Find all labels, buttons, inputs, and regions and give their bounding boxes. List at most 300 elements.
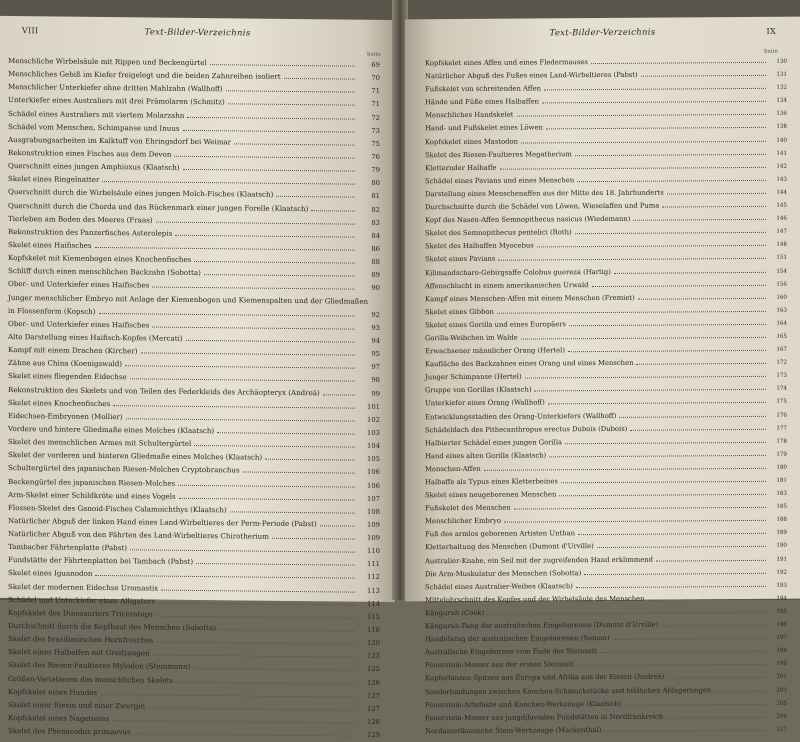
entry-page: 116 [358, 624, 380, 637]
entry-title: Kaufläche des Backzahnes eines Orang und eines Menschen [425, 357, 633, 372]
dot-leader [126, 411, 355, 421]
entry-title: Kopfskelet mit Kiemenbogen eines Knochenfisches [8, 251, 191, 266]
dot-leader [537, 238, 766, 248]
entry-page: 196 [769, 619, 787, 632]
entry-page: 198 [769, 645, 787, 658]
entry-page: 138 [769, 121, 787, 134]
entry-page: 73 [358, 124, 380, 137]
dot-leader [546, 120, 766, 130]
dot-leader [534, 382, 766, 392]
list-item [425, 722, 787, 738]
entry-page: 82 [358, 203, 380, 216]
entry-page: 195 [769, 606, 787, 619]
entry-title: Natürlicher Abguß der linken Hand eines Land-Wirbeltieres der Perm-Periode (Pabst) [8, 514, 317, 530]
entry-title: Schliff durch einen menschlichen Backzahn (Sobotta) [8, 264, 201, 279]
entry-title: Mittelohrschnitt des Kopfes und der Wirbelsäule des Menschen [425, 593, 645, 608]
entry-page: 79 [358, 164, 380, 177]
dot-leader [102, 174, 355, 185]
entry-page: 72 [358, 111, 380, 124]
entry-title: Schädeldach des Pithecanthropus erectus Dubois (Dubois) [425, 422, 627, 437]
entry-title: Hand- und Fußskelet eines Löwen [425, 122, 543, 136]
entry-title: Menschliche Wirbelsäule mit Rippen und Beckengürtel [8, 54, 207, 69]
entry-title: Feuerstein-Messer aus der ersten Steinzeit [425, 659, 574, 673]
dot-leader [624, 696, 766, 705]
entry-title: Kletterhaltung des Menschen (Dumont d'Urville) [425, 541, 594, 555]
entry-page: 111 [358, 558, 380, 571]
dot-leader [548, 395, 766, 405]
dot-leader [597, 539, 766, 548]
dot-leader [130, 372, 355, 382]
dot-leader [504, 513, 766, 523]
entry-title: Menschlicher Unterkiefer ohne dritten Mahlzahn (Wallhoff) [8, 80, 223, 95]
dot-leader [148, 700, 355, 710]
entry-page: 104 [358, 440, 380, 453]
dot-leader [661, 618, 766, 627]
entry-title: Alte Darstellung eines Haifisch-Kopfes (Mercati) [8, 330, 183, 345]
entry-page: 173 [769, 370, 787, 383]
dot-leader [152, 280, 355, 290]
dot-leader [521, 133, 766, 143]
dot-leader [630, 421, 766, 430]
dot-leader [156, 214, 355, 224]
dot-leader [217, 425, 355, 434]
dot-leader [187, 109, 355, 119]
dot-leader [176, 674, 355, 684]
entry-title: Sonderbindungen zwischen Knochen-Schmuckstücke und bildlichen Ablagerungen [425, 684, 711, 699]
dot-leader [320, 518, 355, 526]
entry-title: Feuerstein-Messer aus jungdiluvialen Fundstätten in Nordfrankreich [425, 710, 663, 725]
dot-leader [577, 657, 766, 666]
entry-page: 88 [358, 256, 380, 269]
entry-title: Menschliches Handskelet [425, 109, 514, 123]
entry-page: 156 [769, 278, 787, 291]
entry-page: 106 [358, 479, 380, 492]
entry-page: 189 [769, 527, 787, 540]
entry-page: 105 [358, 453, 380, 466]
entry-title: Skelet des Semnopithecus pentelici (Roth) [425, 226, 572, 240]
entry-page: 140 [769, 134, 787, 147]
left-page [0, 16, 395, 602]
entry-title: Kopfskelet des Dinosauriers Triceratops [8, 606, 153, 621]
dot-leader [204, 267, 355, 277]
entry-title: Natürlicher Abguß des Fußes eines Land-Wirbeltieres (Pabst) [425, 69, 638, 84]
entry-title: Eidechsen-Embryonen (Mollier) [8, 409, 123, 423]
entry-title: Beckengürtel des japanischen Riesen-Molches [8, 475, 175, 490]
dot-leader [226, 84, 355, 93]
entry-title: Gruppe von Gorillas (Klaatsch) [425, 384, 531, 398]
entry-title: Australische Eingeborene vom Ende der Steinzeit [425, 645, 597, 659]
dot-leader [125, 358, 355, 368]
entry-page: 148 [769, 239, 787, 252]
entry-page: 125 [358, 663, 380, 676]
entry-title: Gorilla-Weibchen im Walde [425, 332, 518, 346]
entry-title: Schädel eines Australier-Weibes (Klaatsch) [425, 580, 573, 594]
entry-title: Kopfskelet eines Hundes [8, 685, 97, 699]
dot-leader [152, 319, 355, 329]
entry-title: Skelet eines Ringelnatter [8, 172, 99, 186]
entry-title: Schädel eines Australiers mit viertem Molarzahn [8, 107, 184, 122]
dot-leader [578, 526, 766, 535]
entry-page: 164 [769, 318, 787, 331]
dot-leader [210, 57, 355, 67]
entry-title: Junger Schimpanse (Hertel) [425, 371, 522, 385]
left-running-head [0, 26, 395, 44]
entry-page: 108 [358, 505, 380, 518]
entry-title: Vordere und hintere Gliedmaße eines Molches (Klaatsch) [8, 422, 214, 437]
entry-title: Känguruh (Cook) [425, 607, 484, 621]
entry-title: Kopfskelet eines Mastodon [425, 135, 518, 149]
entry-title: Flossen-Skelet des Ganoid-Fisches Calamoichthys (Klaatsch) [8, 501, 227, 516]
entry-page: 179 [769, 449, 787, 462]
dot-leader [584, 566, 766, 575]
entry-page: 84 [358, 230, 380, 243]
dot-leader [619, 408, 766, 417]
entry-page: 71 [358, 85, 380, 98]
left-running-title: Text-Bilder-Verzeichnis [0, 26, 395, 40]
dot-leader [134, 727, 355, 737]
entry-page: 127 [358, 689, 380, 702]
dot-leader [662, 199, 766, 208]
entry-title: Skelet eines Iguanodon [8, 566, 92, 580]
dot-leader [183, 162, 355, 172]
entry-page: 76 [358, 151, 380, 164]
dot-leader [514, 500, 766, 510]
entry-title: Skelet eines neugeborenen Menschen [425, 488, 556, 502]
dot-leader [228, 97, 355, 106]
entry-page: 81 [358, 190, 380, 203]
entry-page: 192 [769, 566, 787, 579]
entry-page: 203 [769, 684, 787, 697]
dot-leader [500, 160, 766, 170]
dot-leader [156, 608, 355, 618]
entry-title: Schultergürtel des japanischen Riesen-Molches Cryptobranchus [8, 461, 240, 477]
entry-page: 165 [769, 331, 787, 344]
dot-leader [575, 147, 766, 156]
left-column-label: Seite [367, 52, 381, 58]
entry-title: Rekonstruktion eines Fisches aus dem Devon [8, 146, 171, 161]
entry-title: Fuß des armlos geborenen Artisten Unthan [425, 528, 575, 542]
dot-leader [230, 504, 355, 513]
entry-title: Darstellung eines Menschenaffen aus der Mitte des 18. Jahrhunderts [425, 187, 664, 202]
dot-leader [667, 670, 766, 679]
entry-title: Hände und Füße eines Halbaffen [425, 96, 539, 110]
entry-page: 141 [769, 147, 787, 160]
dot-leader [179, 490, 355, 500]
entry-title: Zähne aus China (Koenigswald) [8, 356, 122, 370]
entry-page: 71 [358, 98, 380, 111]
left-page-number: VIII [22, 26, 38, 35]
entry-page: 181 [769, 475, 787, 488]
dot-leader [591, 55, 766, 64]
right-running-title: Text-Bilder-Verzeichnis [405, 27, 800, 40]
entry-page: 123 [358, 650, 380, 663]
entry-title: Rekonstruktion des Panzerfisches Asterolepis [8, 225, 172, 240]
dot-leader [568, 343, 766, 352]
entry-title: Kampf mit einem Drachen (Kircher) [8, 343, 138, 358]
dot-leader [130, 542, 355, 552]
entry-title: Halbierter Schädel eines jungen Gorilla [425, 436, 562, 450]
entry-title: Kopfskelet eines Affen und eines Fledermauses [425, 56, 588, 70]
dot-leader [141, 345, 356, 355]
entry-title: Durchschnitte durch die Schädel von Löwen, Wieselaffen und Puma [425, 200, 659, 215]
entry-page: 174 [769, 383, 787, 396]
dot-leader [521, 330, 766, 340]
entry-page: 92 [358, 308, 380, 321]
dot-leader [183, 123, 355, 133]
dot-leader [614, 264, 766, 273]
dot-leader [576, 579, 766, 588]
entry-title: Australier-Knabe, ein Seil mit der zugreifenden Hand erklimmend [425, 553, 653, 568]
dot-leader [196, 556, 355, 566]
entry-page: 193 [769, 579, 787, 592]
dot-leader [174, 149, 355, 159]
right-column-label: Seite [764, 49, 778, 55]
entry-title: Durchschnitt durch die Kopfhaut des Menschen (Sobotta) [8, 619, 216, 634]
dot-leader [613, 631, 766, 640]
entry-page: 205 [769, 697, 787, 710]
dot-leader [156, 635, 355, 645]
entry-page: 89 [358, 269, 380, 282]
entry-page: 95 [358, 348, 380, 361]
entry-page: 167 [769, 344, 787, 357]
entry-page: 97 [358, 361, 380, 374]
entry-page: 147 [769, 226, 787, 239]
dot-leader [178, 477, 355, 487]
entry-title: Skelet einer Riesin und einer Zwergin [8, 698, 145, 713]
entry-title: Skelet eines Knochenfisches [8, 396, 110, 410]
entry-page: 103 [358, 427, 380, 440]
entry-page: 172 [769, 357, 787, 370]
dot-leader [544, 81, 766, 91]
entry-page: 128 [358, 716, 380, 729]
entry-page: 188 [769, 514, 787, 527]
entry-title: Ober- und Unterkiefer eines Haifisches [8, 317, 149, 332]
dot-leader [219, 622, 355, 631]
entry-title: Halbaffe als Typus eines Kletterbeines [425, 475, 558, 489]
dot-leader [577, 173, 766, 182]
entry-page: 190 [769, 540, 787, 553]
entry-title: Schädel eines Pavians und eines Menschen [425, 174, 574, 188]
entry-page: 151 [769, 252, 787, 265]
entry-title: Die Arm-Muskulatur des Menschen (Sobotta) [425, 567, 581, 581]
entry-page: 106 [358, 466, 380, 479]
entry-page: 98 [358, 374, 380, 387]
entry-page: 180 [769, 462, 787, 475]
dot-leader [175, 228, 355, 238]
entry-title: Schädel und Unterkiefer eines Alligators [8, 593, 155, 608]
entry-title: Menschliches Gebiß im Kiefer freigelegt und die beiden Zahnreihen isoliert [8, 67, 281, 83]
entry-title: Unterkiefer eines Orang (Wallhoff) [425, 397, 545, 411]
dot-leader [99, 306, 355, 317]
entry-title: Kopf des Nasen-Affen Semnopithecus nasicus (Wiedemann) [425, 213, 630, 228]
entry-page: 178 [769, 435, 787, 448]
dot-leader [193, 661, 355, 671]
entry-page: 99 [358, 387, 380, 400]
dot-leader [559, 487, 766, 496]
dot-leader [112, 713, 355, 724]
entry-title: Unterkiefer eines Australiers mit drei Prämolaren (Schmitz) [8, 93, 225, 108]
right-running-head [405, 27, 800, 44]
entry-title: Skelet des Halbaffen Myocebus [425, 240, 534, 254]
entry-title: in Flossenform (Kopsch) [8, 304, 96, 318]
entry-title: Kupferlanzen-Spitzen aus Europa und Afrika aus der Eiszeit (Andreä) [425, 671, 664, 686]
entry-page: 114 [358, 597, 380, 610]
dot-leader [272, 531, 355, 540]
dot-leader [497, 304, 766, 314]
entry-page: 145 [769, 200, 787, 213]
entry-page: 160 [769, 291, 787, 304]
entry-page: 69 [358, 59, 380, 72]
entry-title: Tambacher Fährtenplatte (Pabst) [8, 540, 127, 554]
entry-title: Skelet des Phenacodus primaevus [8, 724, 131, 738]
entry-title: Größen-Variationen des menschlichen Skelets [8, 672, 173, 687]
dot-leader [604, 723, 766, 732]
dot-leader [633, 212, 766, 221]
entry-title: Kopfskelet eines Nagetieres [8, 711, 109, 725]
entry-page: 142 [769, 160, 787, 173]
entry-page: 109 [358, 519, 380, 532]
dot-leader [484, 461, 766, 471]
dot-leader [600, 644, 766, 653]
entry-page: 154 [769, 265, 787, 278]
dot-leader [234, 136, 355, 145]
entry-page: 83 [358, 216, 380, 229]
entry-title: Tierleben am Boden des Meeres (Fraas) [8, 212, 153, 227]
entry-title: Fundstätte der Fährtenplatten bei Tambach (Pabst) [8, 553, 193, 568]
entry-page: 217 [769, 723, 787, 736]
entry-page: 130 [769, 56, 787, 69]
dot-leader [638, 291, 766, 300]
left-figure-list [8, 54, 380, 741]
entry-title: Menschen-Affen [425, 463, 481, 476]
entry-title: Skelet eines Haifisches [8, 238, 92, 252]
entry-page: 113 [358, 584, 380, 597]
entry-page: 80 [358, 177, 380, 190]
entry-title: Skelet der modernen Eidechse Uromastix [8, 580, 158, 595]
entry-page: 129 [358, 729, 380, 742]
dot-leader [487, 605, 766, 615]
entry-title: Querschnitt durch die Wirbelsäule eines jungen Molch-Fisches (Klaatsch) [8, 185, 273, 201]
entry-title: Schädel vom Menschen, Schimpanse und Inuus [8, 120, 180, 135]
dot-leader [265, 452, 355, 461]
entry-title: Menschlicher Embryo [425, 515, 501, 529]
entry-page: 144 [769, 187, 787, 200]
entry-title: Rekonstruktion des Skelets und von Teilen des Federkleids des Archäopteryx (Andreä) [8, 383, 320, 399]
entry-page: 176 [769, 409, 787, 422]
entry-page: 177 [769, 422, 787, 435]
dot-leader [158, 595, 355, 605]
entry-title: Erwachsener männlicher Orang (Hertel) [425, 344, 565, 358]
dot-leader [284, 71, 355, 80]
entry-page: 110 [358, 545, 380, 558]
dot-leader [641, 68, 766, 77]
entry-page: 126 [358, 676, 380, 689]
entry-page: 109 [358, 532, 380, 545]
entry-page: 70 [358, 72, 380, 85]
right-page-number: IX [767, 27, 776, 36]
entry-title: Skelet eines Pavians [425, 253, 495, 267]
dot-leader [498, 251, 766, 261]
entry-title: Feuerstein-Artefakte und Knochen-Werkzeuge (Klaatsch) [425, 697, 621, 711]
entry-title: Ober- und Unterkiefer eines Haifisches [8, 277, 149, 292]
dot-leader [153, 648, 355, 658]
dot-leader [656, 552, 766, 561]
entry-title: Affenschlucht in einem amerikanischen Urwald [425, 279, 589, 293]
dot-leader [575, 225, 766, 234]
entry-page: 107 [358, 492, 380, 505]
entry-title: Skelet eines fliegenden Eidechse [8, 369, 127, 383]
entry-title: Kampf eines Menschen-Affen mit einem Menschen (Fremiet) [425, 291, 635, 306]
entry-title: Entwicklungsstadien des Orang-Unterkiefers (Wallhoff) [425, 409, 616, 423]
dot-leader [561, 474, 766, 483]
dot-leader [525, 369, 766, 379]
dot-leader [276, 189, 355, 198]
entry-title: Skelet des menschlichen Armes mit Schultergürtel [8, 435, 191, 450]
entry-page: 201 [769, 671, 787, 684]
entry-title: Handelszug der australischen Eingeborenen (Semon) [425, 632, 610, 646]
entry-page: 101 [358, 400, 380, 413]
entry-title: Skelet eines Gibbon [425, 306, 494, 320]
entry-title: Skelet des Riesen-Faultieres Megatherium [425, 148, 572, 162]
dot-leader [311, 203, 355, 211]
entry-title: Kilimandscharo-Gebirgsaffe Colobus guereza (Hartig) [425, 265, 611, 279]
entry-page: 90 [358, 282, 380, 295]
dot-leader [592, 277, 766, 286]
entry-title: Querschnitt eines jungen Amphioxus (Klaatsch) [8, 159, 180, 174]
entry-page: 115 [358, 611, 380, 624]
dot-leader [666, 710, 766, 719]
entry-page: 185 [769, 501, 787, 514]
entry-page: 94 [358, 335, 380, 348]
dot-leader [243, 465, 355, 474]
dot-leader [636, 356, 766, 365]
entry-title: Skelet eines Halbaffen mit Greifzangen [8, 645, 150, 660]
dot-leader [194, 438, 355, 448]
dot-leader [95, 568, 355, 579]
entry-title: Nordamerikanische Stein-Werkzeuge (Mackenthal) [425, 724, 601, 738]
dot-leader [161, 582, 355, 592]
entry-title: Querschnitt durch die Chorda und das Rückenmark einer jungen Forelle (Klaatsch) [8, 199, 308, 215]
entry-title: Skelet des brasilianischen Hornfrosches [8, 632, 153, 647]
dot-leader [714, 683, 766, 691]
dot-leader [113, 398, 355, 409]
entry-page: 191 [769, 553, 787, 566]
dot-leader [323, 387, 355, 395]
entry-page: 146 [769, 213, 787, 226]
right-figure-list [425, 55, 787, 738]
entry-title: Fußskelet des Menschen [425, 502, 511, 516]
entry-title: Skelet eines Gorilla und eines Europäers [425, 318, 566, 332]
entry-title: Kletternder Halbaffe [425, 161, 497, 175]
entry-page: 183 [769, 488, 787, 501]
right-page [405, 17, 800, 602]
entry-page: 102 [358, 413, 380, 426]
entry-title: Skelet der vorderen und hinteren Gliedmaße eines Molches (Klaatsch) [8, 448, 262, 464]
entry-title: Junger menschlicher Embryo mit Anlage der Kiemenbogen und Kiemenspalten und der Gliedmaßen [8, 291, 368, 308]
dot-leader [100, 687, 355, 698]
entry-page: 86 [358, 243, 380, 256]
entry-title: Känguruh-Fang der australischen Eingeborenen (Dumont d'Urville) [425, 619, 658, 634]
entry-page: 127 [358, 703, 380, 716]
entry-page: 93 [358, 321, 380, 334]
dot-leader [542, 94, 766, 104]
entry-page: 163 [769, 304, 787, 317]
entry-page: 120 [358, 637, 380, 650]
dot-leader [194, 254, 355, 264]
entry-page: 199 [769, 658, 787, 671]
dot-leader [549, 448, 766, 458]
entry-title: Skelet des Riesen-Faultieres Mylodon (Steinmann) [8, 658, 190, 673]
